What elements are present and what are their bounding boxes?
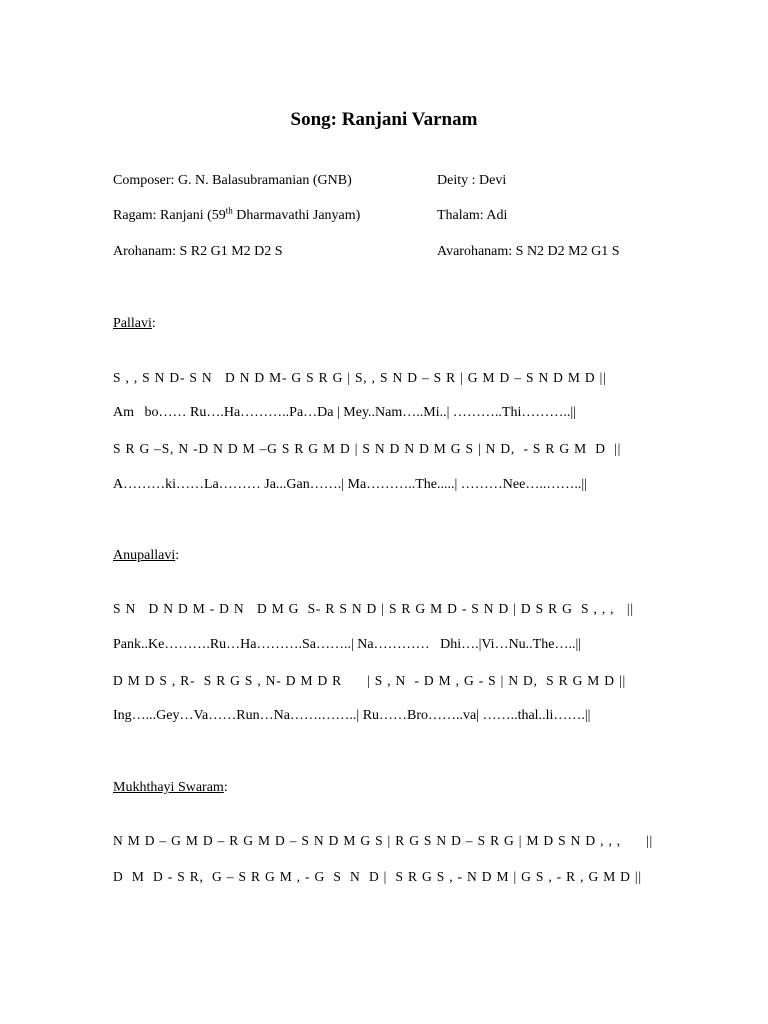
composer-line: Composer: G. N. Balasubramanian (GNB) <box>113 173 352 188</box>
ragam-line <box>113 205 361 224</box>
mukhthayi-heading: Mukhthayi Swaram: <box>113 780 228 795</box>
ragam-superscript: th <box>225 205 233 216</box>
arohanam-line: Arohanam: S R2 G1 M2 D2 S <box>113 244 283 259</box>
anupallavi-lyric-line-2: Ing…...Gey…Va……Run…Na…….……..| Ru……Bro……..va| ……..thal..li…….|| <box>113 708 591 723</box>
song-title: Song: Ranjani Varnam <box>290 109 478 130</box>
avarohanam-line: Avarohanam: S N2 D2 M2 G1 S <box>437 244 620 259</box>
deity-line: Deity : Devi <box>437 173 507 188</box>
pallavi-swara-line-2: S R G –S, N -D N D M –G S R G M D | S N D N D M G S | N D, - S R G M D || <box>113 441 622 456</box>
anupallavi-lyric-line-1: Pank..Ke……….Ru…Ha……….Sa……..| Na………… Dhi….|Vi…Nu..The…..|| <box>113 637 582 652</box>
ragam-text: Ragam: Ranjani (59 <box>113 208 226 223</box>
thalam-line: Thalam: Adi <box>437 208 508 223</box>
pallavi-lyric-line-2: A………ki……La……… Ja...Gan…….| Ma………..The.....| ………Nee…..……..|| <box>113 477 587 492</box>
anupallavi-swara-line-1: S N D N D M - D N D M G S- R S N D | S R G M D - S N D | D S R G S , , , || <box>113 601 634 616</box>
ragam-text-rest: Dharmavathi Janyam) <box>232 208 361 223</box>
anupallavi-swara-line-2: D M D S , R- S R G S , N- D M D R | S , N - D M , G - S | N D, S R G M D || <box>113 673 627 688</box>
mukhthayi-heading-text: Mukhthayi Swaram <box>113 780 224 795</box>
pallavi-lyric-line-1: Am bo…… Ru….Ha………..Pa…Da | Mey..Nam…..Mi..| ………..Thi………..|| <box>113 405 576 420</box>
pallavi-heading-text: Pallavi <box>113 316 152 331</box>
anupallavi-heading: Anupallavi: <box>113 548 180 563</box>
pallavi-swara-line-1: S , , S N D- S N D N D M- G S R G | S, , S N D – S R | G M D – S N D M D || <box>113 370 607 385</box>
anupallavi-heading-text: Anupallavi <box>113 548 176 563</box>
mukhthayi-swara-line-1: N M D – G M D – R G M D – S N D M G S | R G S N D – S R G | M D S N D , , , || <box>113 833 654 848</box>
mukhthayi-swara-line-2: D M D - S R, G – S R G M , - G S N D | S R G S , - N D M | G S , - R , G M D || <box>113 869 642 884</box>
pallavi-heading: Pallavi: <box>113 316 156 331</box>
